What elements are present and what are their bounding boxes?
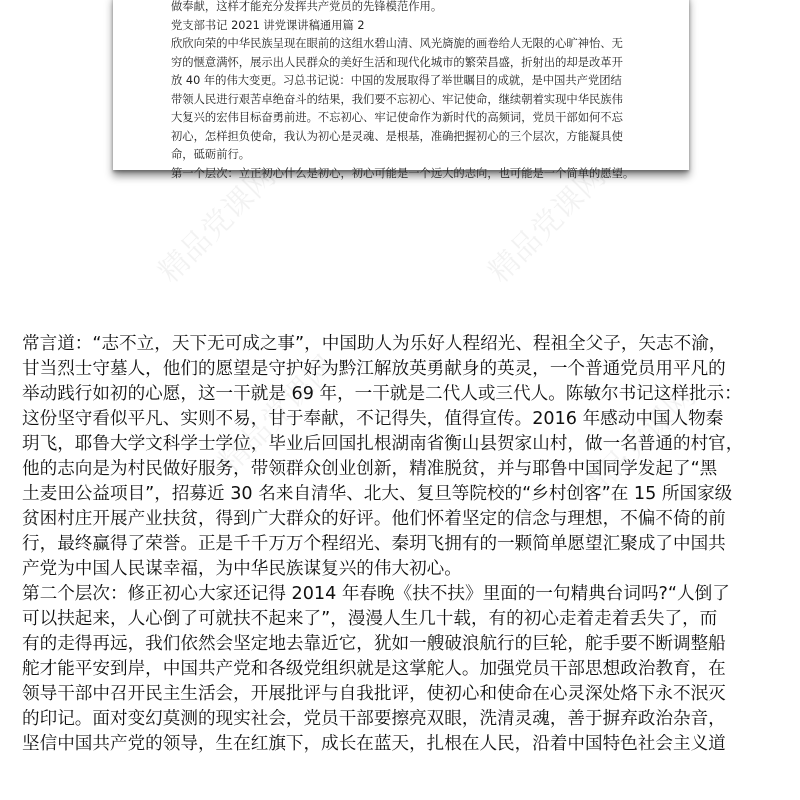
- preview-text-line: 欣欣向荣的中华民族呈现在眼前的这组水碧山清、风光旖旎的画卷给人无限的心旷神怡、无: [171, 37, 623, 50]
- body-text-line: 有的走得再远，我们依然会坚定地去靠近它，犹如一艘破浪航行的巨轮，舵手要不断调整船: [22, 634, 726, 654]
- body-text-line: 领导干部中召开民主生活会，开展批评与自我批评，使初心和使命在心灵深处烙下永不泯灭: [22, 684, 726, 704]
- preview-text-line: 初心，怎样担负使命，我认为初心是灵魂、是根基，准确把握初心的三个层次，方能凝具使: [171, 129, 623, 143]
- body-text-line: 土麦田公益项目”，招募近 30 名来自清华、北大、复旦等院校的“乡村创客”在 15 所国家级: [22, 484, 733, 504]
- body-text-line: 这份坚守看似平凡、实则不易，甘于奉献，不记得失，值得宣传。2016 年感动中国人物秦: [22, 409, 724, 429]
- preview-text-line: 党支部书记 2021 讲党课讲稿通用篇 2: [171, 18, 365, 32]
- document-page-preview: [113, 0, 689, 180]
- preview-text-line: 命，砥砺前行。: [171, 148, 251, 161]
- watermark: 精品党课网: [212, 349, 343, 480]
- body-text-line: 坚信中国共产党的领导，生在红旗下，成长在蓝天，扎根在人民，沿着中国特色社会主义道: [22, 734, 726, 754]
- preview-text-line: 大复兴的宏伟目标奋勇前进。不忘初心、牢记使命作为新时代的高频词，党员干部如何不忘: [171, 111, 623, 124]
- preview-text-line: 放 40 年的伟大变更。习总书记说：中国的发展取得了举世瞩目的成就，是中国共产党团结: [171, 74, 622, 87]
- body-text-line: 可以扶起来，人心倒了可就扶不起来了”，漫漫人生几十载，有的初心走着走着丢失了，而: [22, 609, 718, 629]
- watermark: 精品党课网: [152, 159, 283, 290]
- body-text-line: 舵才能平安到岸，中国共产党和各级党组织就是这掌舵人。加强党员干部思想政治教育，在: [22, 659, 726, 679]
- watermark: 精品党课网: [482, 159, 613, 290]
- watermark: 精品党课网: [572, 379, 703, 510]
- body-text-line: 产党为中国人民谋幸福，为中华民族谋复兴的伟大初心。: [22, 559, 462, 579]
- body-text-line: 他的志向是为村民做好服务，带领群众创业创新，精准脱贫，并与耶鲁中国同学发起了“黑: [22, 459, 718, 479]
- body-text-line: 第二个层次：修正初心大家还记得 2014 年春晚《扶不扶》里面的一句精典台词吗?“人倒了: [22, 584, 730, 604]
- preview-text-line: 穷的惬意满怀，展示出人民群众的美好生活和现代化城市的繁荣昌盛，折射出的却是改革开: [171, 55, 623, 69]
- body-text-line: 贫困村庄开展产业扶贫，得到广大群众的好评。他们怀着坚定的信念与理想，不偏不倚的前: [22, 509, 726, 529]
- preview-text-line: 第一个层次：立正初心什么是初心，初心可能是一个远大的志向，也可能是一个简单的愿望。: [171, 166, 635, 180]
- body-text-line: 玥飞，耶鲁大学文科学士学位，毕业后回国扎根湖南省衡山县贺家山村，做一名普通的村官，: [22, 434, 744, 454]
- body-text-line: 甘当烈士守墓人，他们的愿望是守护好为黔江解放英勇献身的英灵，一个普通党员用平凡的: [22, 359, 726, 379]
- body-text-line: 常言道：“志不立，天下无可成之事”，中国助人为乐好人程绍光、程祖全父子，矢志不渝，: [22, 334, 727, 354]
- body-text-line: 行，最终赢得了荣誉。正是千千万万个程绍光、秦玥飞拥有的一颗简单愿望汇聚成了中国共: [22, 534, 726, 554]
- document-body-text: [22, 332, 792, 757]
- preview-text-line: 做奉献，这样才能充分发挥共产党员的先锋模范作用。: [171, 0, 443, 13]
- body-text-line: 的印记。面对变幻莫测的现实社会，党员干部要擦亮双眼，洗清灵魂，善于摒弃政治杂音，: [22, 709, 726, 729]
- preview-text-line: 带领人民进行艰苦卓绝奋斗的结果，我们要不忘初心、牢记使命，继续朝着实现中华民族伟: [171, 92, 623, 106]
- preview-text: [171, 0, 641, 183]
- body-text-line: 举动践行如初的心愿，这一干就是 69 年，一干就是二代人或三代人。陈敏尔书记这样批示：: [22, 384, 742, 404]
